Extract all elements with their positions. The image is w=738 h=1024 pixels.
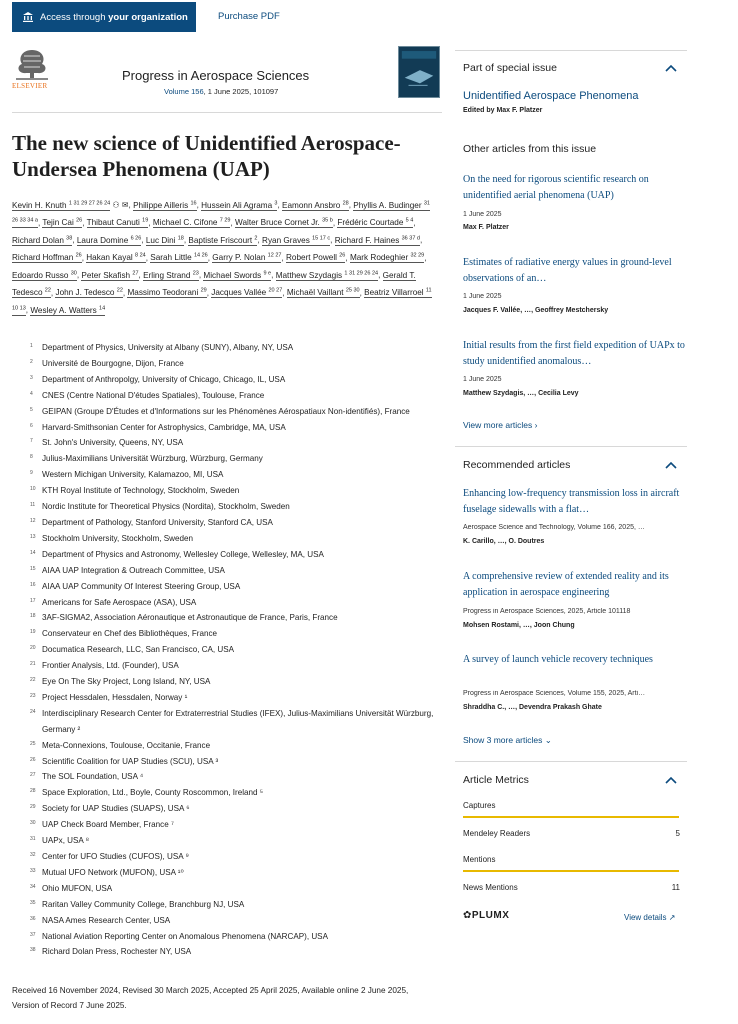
affiliation-item: [30, 801, 440, 817]
affiliation-number: 26: [30, 756, 36, 763]
affiliation-text: Americans for Safe Aerospace (ASA), USA: [42, 597, 197, 607]
affiliation-text: Department of Physics, University at Albany (SUNY), Albany, NY, USA: [42, 343, 294, 352]
affiliation-number: 2: [30, 358, 33, 365]
affiliation-item: [30, 483, 440, 499]
view-more-label: View more articles: [463, 420, 533, 430]
author-name: Baptiste Friscourt: [188, 235, 253, 245]
person-mail-icon[interactable]: ⚇ ✉: [110, 200, 129, 210]
affiliation-item: [30, 769, 440, 785]
other-article-date: 1 June 2025: [463, 211, 502, 218]
author-link[interactable]: [143, 271, 199, 281]
affiliation-item: [30, 404, 440, 420]
recommended-article-source: Aerospace Science and Technology, Volume 166, 2025, …: [463, 524, 645, 531]
author-affiliation-markers: 8 24: [134, 252, 146, 259]
other-article-authors: Max F. Platzer: [463, 224, 509, 231]
affiliation-number: 10: [30, 486, 36, 493]
affiliation-text: Ohio MUFON, USA: [42, 883, 113, 893]
purchase-pdf-link[interactable]: Purchase PDF: [218, 11, 280, 22]
affiliation-text: Scientific Coalition for UAP Studies (SCU), USA ³: [42, 756, 219, 766]
author-name: Luc Dini: [145, 235, 176, 245]
affiliation-number: 17: [30, 597, 36, 604]
affiliation-item: [30, 515, 440, 531]
other-article-date: 1 June 2025: [463, 293, 502, 300]
author-affiliation-markers: 29: [200, 287, 207, 294]
affiliation-item: [30, 944, 440, 960]
affiliation-text: Mutual UFO Network (MUFON), USA ¹⁰: [42, 867, 184, 877]
article-title: The new science of Unidentified Aerospace-Undersea Phenomena (UAP): [12, 131, 401, 181]
plumx-wordmark: PLUMX: [471, 910, 510, 921]
author-affiliation-markers: 3: [274, 200, 278, 206]
affiliation-text: St. John's University, Queens, NY, USA: [42, 438, 184, 448]
author-affiliation-markers: 28: [342, 200, 349, 206]
author-name: Richard F. Haines: [334, 235, 400, 245]
affiliation-text: Eye On The Sky Project, Long Island, NY, USA: [42, 677, 211, 687]
author-link[interactable]: [262, 236, 330, 246]
affiliation-number: 35: [30, 899, 36, 906]
affiliation-item: [30, 595, 440, 611]
affiliation-number: 29: [30, 804, 36, 811]
view-details-link[interactable]: View details ↗: [624, 913, 676, 922]
affiliation-item: [30, 499, 440, 515]
special-issue-link[interactable]: Unidentified Aerospace Phenomena: [463, 90, 639, 102]
affiliation-number: 30: [30, 820, 36, 827]
author-affiliation-markers: 7 29: [219, 217, 231, 224]
author-affiliation-markers: 36 37 d: [401, 235, 420, 242]
author-affiliation-markers: 32 29: [410, 252, 425, 259]
author-name: Eamonn Ansbro: [282, 200, 341, 210]
affiliation-text: Department of Anthropolgy, University of Chicago, Chicago, IL, USA: [42, 374, 286, 384]
author-link[interactable]: [203, 271, 271, 281]
article-metrics-heading: Article Metrics: [463, 774, 529, 786]
author-link[interactable]: [55, 288, 122, 298]
affiliation-number: 33: [30, 867, 36, 874]
author-link[interactable]: [30, 306, 105, 316]
affiliation-number: 15: [30, 565, 36, 572]
affiliation-number: 3: [30, 374, 33, 381]
author-link[interactable]: [276, 271, 378, 281]
show-more-articles-link[interactable]: [463, 735, 552, 746]
author-name: Richard Dolan: [12, 235, 64, 245]
affiliation-item: [30, 913, 440, 929]
affiliation-item: [30, 738, 440, 754]
other-articles-heading: Other articles from this issue: [463, 143, 597, 155]
author-link[interactable]: [335, 236, 420, 246]
affiliation-number: 25: [30, 740, 36, 747]
access-through-organization-button[interactable]: [12, 2, 196, 32]
author-link[interactable]: [211, 288, 282, 298]
author-name: Gerald T. Tedesco: [12, 270, 416, 298]
affiliation-number: 16: [30, 581, 36, 588]
chevron-up-icon[interactable]: [665, 776, 677, 784]
recommended-article-title[interactable]: A comprehensive review of extended reality and its application in aerospace engineering: [463, 571, 669, 598]
sidebar-divider: [455, 761, 687, 762]
author-name: John J. Tedesco: [55, 288, 115, 298]
affiliation-number: 11: [30, 502, 36, 509]
mentions-label: Mentions: [463, 855, 496, 864]
author-link[interactable]: [282, 201, 349, 211]
affiliation-item: [30, 388, 440, 404]
sidebar-divider: [455, 50, 687, 51]
affiliation-number: 34: [30, 883, 36, 890]
affiliation-item: [30, 435, 440, 451]
article-history: Received 16 November 2024, Revised 30 March 2025, Accepted 25 April 2025, Available online 2 June 2025, Version of Record 7 June 2025.: [12, 986, 409, 1010]
author-affiliation-markers: 1 31 29 26 24: [344, 270, 379, 277]
affiliation-number: 28: [30, 788, 36, 795]
author-name: Ryan Graves: [262, 235, 310, 245]
chevron-up-icon[interactable]: [665, 461, 677, 469]
elsevier-wordmark: ELSEVIER: [12, 82, 48, 90]
affiliation-item: [30, 547, 440, 563]
affiliation-number: 14: [30, 549, 36, 556]
author-affiliation-markers: 2: [254, 235, 258, 242]
affiliation-text: National Aviation Reporting Center on Anomalous Phenomena (NARCAP), USA: [42, 931, 328, 941]
affiliations-list: [30, 340, 440, 960]
author-name: Jacques Vallée: [211, 288, 267, 298]
recommended-article-authors: K. Carillo, …, O. Doutres: [463, 538, 545, 545]
affiliation-item: [30, 785, 440, 801]
affiliation-number: 18: [30, 613, 36, 620]
author-name: Massimo Teodorani: [127, 288, 199, 298]
affiliation-item: [30, 372, 440, 388]
author-link[interactable]: [212, 253, 281, 263]
author-affiliation-markers: 27: [132, 270, 139, 277]
affiliation-text: Project Hessdalen, Hessdalen, Norway ¹: [42, 692, 188, 702]
affiliation-number: 1: [30, 343, 33, 349]
author-name: Peter Skafish: [81, 270, 131, 280]
affiliation-text: Center for UFO Studies (CUFOS), USA ⁹: [42, 852, 189, 861]
affiliation-item: [30, 690, 440, 706]
affiliation-number: 27: [30, 772, 36, 779]
affiliation-text: Western Michigan University, Kalamazoo, MI, USA: [42, 470, 224, 480]
affiliation-item: [30, 658, 440, 674]
author-link[interactable]: [287, 288, 360, 298]
other-article-title[interactable]: On the need for rigorous scientific research on unidentified aerial phenomena (UAP): [463, 174, 649, 201]
author-link[interactable]: [42, 218, 82, 228]
affiliation-number: 36: [30, 915, 36, 922]
author-name: Michael C. Cifone: [152, 218, 218, 228]
author-name: Sarah Little: [150, 253, 192, 263]
mendeley-readers-label: Mendeley Readers: [463, 829, 531, 838]
author-name: Matthew Szydagis: [275, 270, 343, 280]
sidebar-divider: [455, 446, 687, 447]
affiliation-text: GEIPAN (Groupe D'Études et d'Informations sur les Phénomènes Aérospatiaux Non-identifiés), France: [42, 406, 410, 416]
author-name: Mark Rodeghier: [349, 253, 409, 263]
author-affiliation-markers: 16: [190, 200, 197, 206]
author-name: Frédéric Courtade: [337, 218, 404, 228]
affiliation-number: 38: [30, 947, 36, 954]
affiliation-item: [30, 626, 440, 642]
author-name: Erling Strand: [143, 270, 191, 280]
author-affiliation-markers: 31 26 33 34 a: [12, 200, 430, 224]
author-link[interactable]: [146, 236, 184, 246]
affiliation-item: [30, 865, 440, 881]
author-name: Michael Swords: [203, 270, 262, 280]
author-name: Hussein Ali Agrama: [201, 200, 273, 210]
affiliation-text: NASA Ames Research Center, USA: [42, 915, 171, 925]
author-link[interactable]: [12, 201, 110, 211]
show-more-label: Show 3 more articles: [463, 735, 543, 745]
affiliation-text: AIAA UAP Community Of Interest Steering Group, USA: [42, 581, 241, 591]
author-affiliation-markers: 5 4: [405, 217, 414, 224]
affiliation-item: [30, 642, 440, 658]
author-name: Philippe Ailleris: [133, 200, 189, 210]
author-affiliation-markers: 26: [75, 252, 82, 259]
affiliation-text: KTH Royal Institute of Technology, Stockholm, Sweden: [42, 486, 240, 496]
author-affiliation-markers: 26: [76, 217, 83, 224]
author-link[interactable]: [235, 218, 333, 228]
affiliation-item: [30, 563, 440, 579]
author-link[interactable]: [12, 236, 72, 246]
affiliation-text: 3AF-SIGMA2, Association Aéronautique et Astronautique de France, Paris, France: [42, 613, 338, 623]
affiliation-item: [30, 881, 440, 897]
other-article-title[interactable]: Initial results from the first field expedition of UAPx to study unidentified anomalous…: [463, 340, 685, 367]
affiliation-text: Julius-Maximilians Universität Würzburg, Würzburg, Germany: [42, 454, 263, 464]
recommended-article-authors: Shraddha C., …, Devendra Prakash Ghate: [463, 704, 602, 711]
affiliation-number: 12: [30, 517, 36, 524]
news-mentions-label: News Mentions: [463, 883, 518, 892]
affiliation-number: 9: [30, 470, 33, 477]
affiliation-text: Society for UAP Studies (SUAPS), USA ⁶: [42, 804, 190, 814]
journal-header: [12, 46, 442, 102]
view-more-articles-link[interactable]: [463, 420, 538, 430]
author-affiliation-markers: 20 27: [268, 287, 283, 294]
author-affiliation-markers: 22: [44, 287, 51, 294]
author-affiliation-markers: 26: [339, 252, 346, 259]
affiliation-text: Department of Pathology, Stanford University, Stanford CA, USA: [42, 517, 273, 527]
affiliation-item: [30, 340, 440, 356]
news-mentions-value: 11: [671, 883, 680, 892]
author-link[interactable]: [87, 218, 149, 228]
author-name: Tejin Cai: [42, 218, 74, 228]
author-affiliation-markers: 38: [66, 235, 73, 242]
affiliation-number: 7: [30, 438, 33, 445]
plumx-logo: [463, 910, 509, 921]
affiliation-number: 8: [30, 454, 33, 461]
affiliation-text: CNES (Centre National D'études Spatiales), Toulouse, France: [42, 390, 265, 400]
author-name: Thibaut Canuti: [86, 218, 140, 228]
author-link[interactable]: [201, 201, 277, 211]
captures-bar: [463, 816, 679, 818]
affiliation-item: [30, 467, 440, 483]
affiliation-item: [30, 356, 440, 372]
affiliation-item: [30, 929, 440, 945]
affiliation-item: [30, 849, 440, 865]
affiliation-number: 31: [30, 836, 36, 843]
affiliation-number: 22: [30, 677, 36, 684]
affiliation-number: 24: [30, 708, 36, 715]
affiliation-number: 21: [30, 661, 36, 668]
affiliation-item: [30, 897, 440, 913]
author-link[interactable]: [12, 271, 77, 281]
author-name: Michaël Vaillant: [286, 288, 344, 298]
author-name: Edoardo Russo: [12, 270, 69, 280]
recommended-heading: Recommended articles: [463, 459, 571, 471]
recommended-article-title[interactable]: Enhancing low-frequency transmission loss in aircraft fuselage sidewalls with a flat…: [463, 488, 680, 515]
affiliation-number: 19: [30, 629, 36, 636]
special-issue-heading: Part of special issue: [463, 62, 557, 74]
author-link[interactable]: [286, 253, 345, 263]
plumx-icon: ✿: [463, 910, 472, 921]
affiliation-item: [30, 833, 440, 849]
author-link[interactable]: [127, 288, 206, 298]
volume-date: , 1 June 2025, 101097: [203, 87, 279, 96]
affiliation-item: [30, 579, 440, 595]
author-affiliation-markers: 1 31 29 27 26 24: [68, 200, 111, 206]
affiliation-number: 23: [30, 692, 36, 699]
other-article-authors: Matthew Szydagis, …, Cecilia Levy: [463, 390, 579, 397]
affiliation-text: Nordic Institute for Theoretical Physics (Nordita), Stockholm, Sweden: [42, 502, 290, 512]
affiliation-text: AIAA UAP Integration & Outreach Committee, USA: [42, 565, 225, 575]
access-prefix: Access through: [40, 11, 109, 23]
author-list: Kevin H. Knuth $^{1 31 29 27 26 24}$ ⚇ ✉, Philippe Ailleris $^{16}$, Hussein Ali Agrama $^3$, Eamonn Ansbro $^{28}$, Phyllis A. Budinger $^{31 26 33 34 a}$, Tejin Cai $^{26}$, Thibaut Canuti $^{19}$, Michael C. Cifone $^{7 29}$, Walter Bruce Cornet Jr. $^{35 b}$, Frédéric Courtade $^{5 4}$, Richard Dolan $^{38}$, Laura Domine $^{6 26}$, Luc Dini $^{18}$, Baptiste Friscourt $^2$, Ryan Graves $^{15 17 c}$, Richard F. Haines $^{36 37 d}$, Richard Hoffman $^{26}$, Hakan Kayal $^{8 24}$, Sarah Little $^{14 26}$, Garry P. Nolan $^{12 27}$, Robert Powell $^{26}$, Mark Rodeghier $^{32 29}$, Edoardo Russo $^{30}$, Peter Skafish $^{27}$, Erling Strand $^{23}$, Michael Swords $^{9 e}$, Matthew Szydagis $^{1 31 29 26 24}$, Gerald T. Tedesco $^{22}$, John J. Tedesco $^{22}$, Massimo Teodorani $^{29}$, Jacques Vallée $^{20 27}$, Michaël Vaillant $^{25 30}$, Beatriz Villarroel $^{11 10 13}$, Wesley A. Watters $^{14}$: [12, 200, 432, 315]
affiliation-number: 6: [30, 422, 33, 429]
author-name: Richard Hoffman: [12, 253, 74, 263]
affiliation-item: [30, 420, 440, 436]
affiliation-text: Raritan Valley Community College, Branchburg NJ, USA: [42, 899, 245, 909]
affiliation-text: The SOL Foundation, USA ⁴: [42, 772, 144, 782]
author-affiliation-markers: 22: [116, 287, 123, 294]
author-link[interactable]: [12, 253, 82, 263]
affiliation-text: Harvard-Smithsonian Center for Astrophysics, Cambridge, MA, USA: [42, 422, 286, 432]
author-affiliation-markers: 9 e: [263, 270, 272, 277]
author-affiliation-markers: 11 10 13: [12, 287, 432, 312]
author-name: Beatriz Villarroel: [364, 288, 424, 298]
recommended-article-source: Progress in Aerospace Sciences, 2025, Article 101118: [463, 608, 631, 615]
author-link[interactable]: [77, 236, 141, 246]
author-affiliation-markers: 25 30: [345, 287, 360, 294]
author-link[interactable]: [188, 236, 257, 246]
recommended-article-title[interactable]: A survey of launch vehicle recovery techniques: [463, 654, 653, 665]
affiliation-text: Space Exploration, Ltd., Boyle, County Roscommon, Ireland ⁵: [42, 788, 264, 798]
author-affiliation-markers: 15 17 c: [312, 235, 331, 242]
affiliation-number: 13: [30, 533, 36, 540]
other-article-authors: Jacques F. Vallée, …, Geoffrey Mestchersky: [463, 307, 609, 314]
mentions-bar: [463, 870, 679, 872]
affiliation-text: Interdisciplinary Research Center for Extraterrestrial Studies (IFEX), Julius-Maximilians Universität Würzburg, Germany ²: [42, 708, 434, 734]
chevron-down-icon: ⌄: [544, 735, 552, 745]
affiliation-item: [30, 610, 440, 626]
access-bold: your organization: [108, 11, 188, 23]
header-divider: [12, 112, 442, 113]
affiliation-number: 37: [30, 931, 36, 938]
author-name: Robert Powell: [286, 253, 337, 263]
institution-icon: [22, 11, 34, 23]
special-issue-editor: Edited by Max F. Platzer: [463, 107, 543, 114]
top-bar: [0, 0, 738, 36]
other-article-date: 1 June 2025: [463, 376, 502, 383]
author-affiliation-markers: 35 b: [322, 217, 333, 224]
author-affiliation-markers: 14 26: [193, 252, 208, 259]
author-link[interactable]: [337, 218, 413, 228]
affiliation-item: [30, 451, 440, 467]
author-name: Phyllis A. Budinger: [353, 200, 422, 210]
affiliation-text: Meta-Connexions, Toulouse, Occitanie, France: [42, 740, 211, 750]
affiliation-text: Department of Physics and Astronomy, Wellesley College, Wellesley, MA, USA: [42, 549, 324, 559]
author-name: Walter Bruce Cornet Jr.: [235, 218, 320, 228]
affiliation-text: Conservateur en Chef des Bibliothèques, France: [42, 629, 218, 639]
other-article-title[interactable]: Estimates of radiative energy values in ground-level observations of an…: [463, 257, 672, 284]
recommended-article-authors: Mohsen Rostami, …, Joon Chung: [463, 622, 575, 629]
affiliation-number: 4: [30, 390, 33, 397]
author-affiliation-markers: 19: [142, 217, 149, 224]
affiliation-text: Documatica Research, LLC, San Francisco, CA, USA: [42, 645, 235, 655]
affiliation-text: Université de Bourgogne, Dijon, France: [42, 358, 184, 368]
affiliation-item: [30, 706, 440, 738]
author-name: Laura Domine: [76, 235, 129, 245]
journal-volume-info: [164, 87, 278, 96]
affiliation-text: UAP Check Board Member, France ⁷: [42, 820, 174, 830]
author-affiliation-markers: 6 26: [130, 235, 142, 242]
author-link[interactable]: [86, 253, 145, 263]
mendeley-readers-value: 5: [675, 829, 680, 838]
affiliation-text: UAPx, USA ⁸: [42, 836, 90, 846]
author-link[interactable]: [350, 253, 424, 263]
affiliation-number: 5: [30, 406, 33, 413]
author-link[interactable]: [81, 271, 138, 281]
author-link[interactable]: [133, 201, 196, 211]
journal-cover-image[interactable]: [398, 46, 440, 98]
affiliation-item: [30, 531, 440, 547]
volume-link[interactable]: Volume 156: [164, 87, 204, 96]
author-affiliation-markers: 12 27: [267, 252, 282, 259]
recommended-article-source: Progress in Aerospace Sciences, Volume 155, 2025, Arti…: [463, 690, 646, 697]
affiliation-text: Richard Dolan Press, Rochester NY, USA: [42, 947, 192, 957]
author-affiliation-markers: 14: [99, 305, 106, 312]
author-affiliation-markers: 23: [192, 270, 199, 277]
author-name: Hakan Kayal: [86, 253, 133, 263]
author-name: Wesley A. Watters: [30, 305, 97, 315]
affiliation-item: [30, 674, 440, 690]
affiliation-item: [30, 817, 440, 833]
affiliation-text: Stockholm University, Stockholm, Sweden: [42, 533, 193, 543]
chevron-up-icon[interactable]: [665, 64, 677, 72]
affiliation-number: 32: [30, 852, 36, 858]
author-affiliation-markers: 30: [70, 270, 77, 277]
author-link[interactable]: [150, 253, 207, 263]
captures-label: Captures: [463, 801, 496, 810]
author-name: Garry P. Nolan: [212, 253, 266, 263]
affiliation-text: Frontier Analysis, Ltd. (Founder), USA: [42, 661, 179, 671]
author-name: Kevin H. Knuth: [12, 200, 67, 210]
author-affiliation-markers: 18: [177, 235, 184, 242]
journal-title[interactable]: Progress in Aerospace Sciences: [122, 68, 310, 83]
affiliation-item: [30, 754, 440, 770]
chevron-right-icon: ›: [534, 420, 538, 430]
affiliation-number: 20: [30, 645, 36, 652]
author-link[interactable]: [153, 218, 231, 228]
